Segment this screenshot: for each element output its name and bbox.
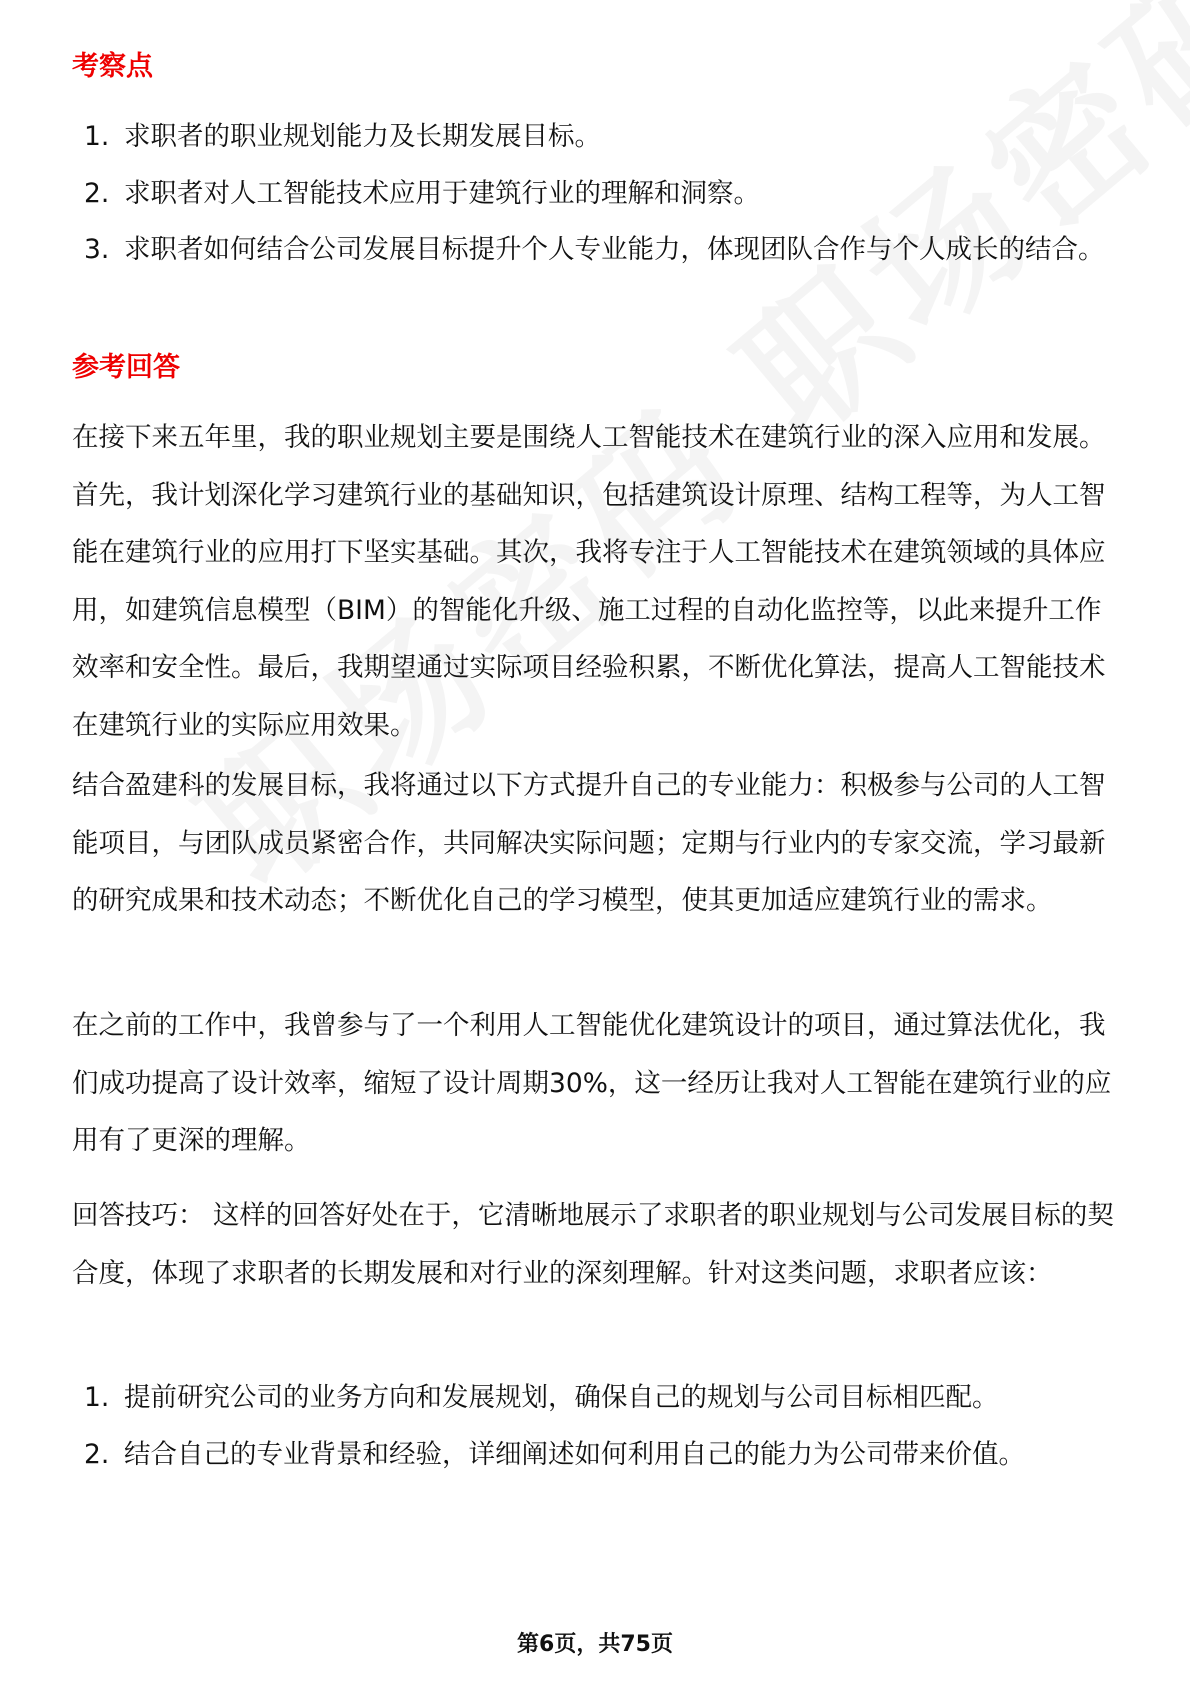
- list-item: [72, 108, 1120, 165]
- points-list: [72, 108, 1120, 278]
- list-item: [72, 222, 1120, 278]
- list-number: 3.: [84, 234, 110, 265]
- list-item: [72, 165, 1120, 222]
- answer-paragraph: 结合盈建科的发展目标，我将通过以下方式提升自己的专业能力：积极参与公司的人工智能项目，与团队成员紧密合作，共同解决实际问题；定期与行业内的专家交流，学习最新的研究成果和技术动态；不断优化自己的学习模型，使其更加适应建筑行业的需求。: [72, 770, 1106, 916]
- page-footer: 第6页，共75页: [517, 1632, 673, 1657]
- section-heading-answer: 参考回答: [72, 352, 180, 383]
- list-item: [72, 1369, 1120, 1426]
- list-number: 2.: [84, 178, 110, 209]
- list-number: 1.: [84, 121, 110, 152]
- list-number: 1.: [84, 1382, 110, 1413]
- list-item: [72, 1426, 1120, 1483]
- tips-list: [72, 1369, 1120, 1483]
- answer-paragraph: 在接下来五年里，我的职业规划主要是围绕人工智能技术在建筑行业的深入应用和发展。首先，我计划深化学习建筑行业的基础知识，包括建筑设计原理、结构工程等，为人工智能在建筑行业的应用打下坚实基础。其次，我将专注于人工智能技术在建筑领域的具体应用，如建筑信息模型（BIM）的智能化升级、施工过程的自动化监控等，以此来提升工作效率和安全性。最后，我期望通过实际项目经验积累，不断优化算法，提高人工智能技术在建筑行业的实际应用效果。: [72, 422, 1106, 741]
- list-text: 求职者如何结合公司发展目标提升个人专业能力，体现团队合作与个人成长的结合。: [124, 234, 1105, 265]
- tips-paragraph: 回答技巧： 这样的回答好处在于，它清晰地展示了求职者的职业规划与公司发展目标的契合度，体现了求职者的长期发展和对行业的深刻理解。针对这类问题，求职者应该：: [72, 1200, 1114, 1289]
- list-text: 提前研究公司的业务方向和发展规划，确保自己的规划与公司目标相匹配。: [124, 1382, 999, 1413]
- answer-paragraph: 在之前的工作中，我曾参与了一个利用人工智能优化建筑设计的项目，通过算法优化，我们成功提高了设计效率，缩短了设计周期30%，这一经历让我对人工智能在建筑行业的应用有了更深的理解。: [72, 1010, 1112, 1156]
- list-text: 求职者对人工智能技术应用于建筑行业的理解和洞察。: [124, 178, 760, 209]
- section-heading-points: 考察点: [72, 51, 153, 82]
- list-number: 2.: [84, 1439, 110, 1470]
- list-text: 结合自己的专业背景和经验，详细阐述如何利用自己的能力为公司带来价值。: [124, 1439, 1025, 1470]
- list-text: 求职者的职业规划能力及长期发展目标。: [124, 121, 601, 152]
